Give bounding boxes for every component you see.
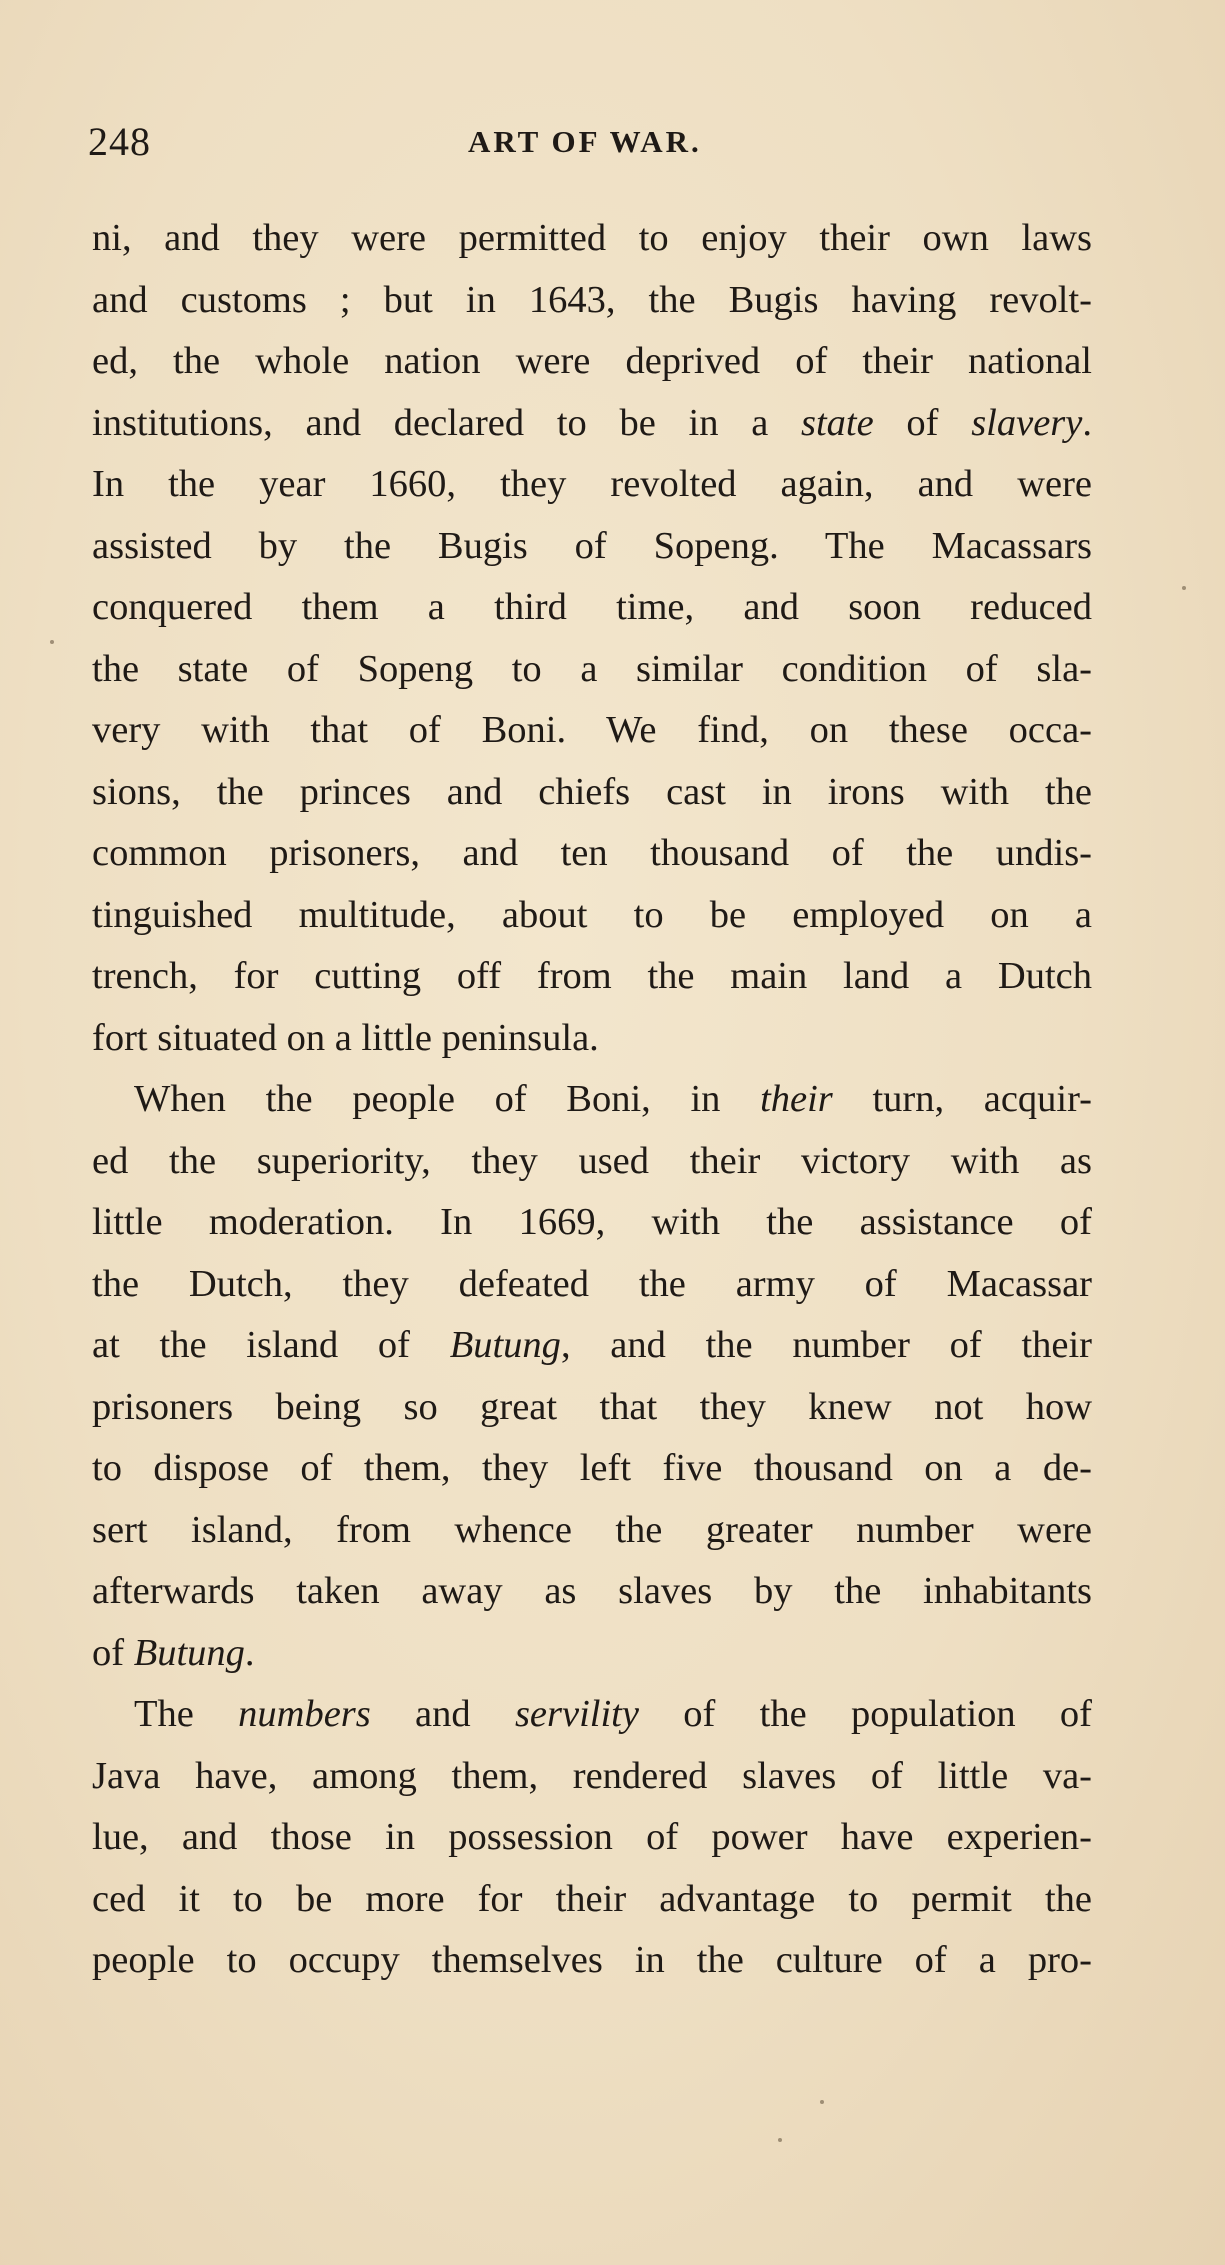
- text-line: [92, 1930, 1092, 1992]
- text-line: [92, 1746, 1092, 1808]
- text-run: sions, the princes and chiefs cast in irons with the: [92, 770, 1092, 813]
- text-run: common prisoners, and ten thousand of the undis-: [92, 832, 1092, 874]
- italic-text: Butung: [449, 1324, 561, 1366]
- text-run: When the people of Boni, in: [134, 1078, 761, 1120]
- text-run: The: [134, 1693, 239, 1735]
- text-run: and: [370, 1693, 515, 1735]
- text-line: [92, 1008, 1092, 1070]
- text-line: [92, 393, 1092, 455]
- paper-speck: [1182, 586, 1186, 590]
- text-line: [92, 1684, 1092, 1746]
- text-run: ced it to be more for their advantage to permit the: [92, 1877, 1092, 1920]
- paper-speck: [50, 640, 54, 644]
- text-line: [92, 1069, 1092, 1131]
- text-line: [92, 1254, 1092, 1316]
- text-run: sert island, from whence the greater number were: [92, 1508, 1092, 1551]
- body-text: [92, 208, 1092, 1992]
- italic-text: slavery: [971, 401, 1083, 444]
- text-run: the state of Sopeng to a similar condition of sla-: [92, 647, 1092, 690]
- text-line: [92, 208, 1092, 270]
- text-line: [92, 1869, 1092, 1931]
- text-run: institutions, and declared to be in a: [92, 401, 801, 444]
- text-run: prisoners being so great that they knew not how: [92, 1385, 1092, 1428]
- text-run: , and the number of their: [560, 1324, 1092, 1366]
- text-line: [92, 516, 1092, 578]
- text-run: .: [1082, 401, 1092, 444]
- text-line: [92, 1315, 1092, 1377]
- text-line: [92, 1500, 1092, 1562]
- paper-speck: [778, 2138, 782, 2142]
- text-line: [92, 1192, 1092, 1254]
- page-number: 248: [88, 119, 151, 164]
- running-head: [88, 118, 1100, 178]
- text-run: lue, and those in possession of power have experien-: [92, 1816, 1092, 1858]
- text-run: the Dutch, they defeated the army of Macassar: [92, 1262, 1092, 1305]
- text-run: ed the superiority, they used their victory with as: [92, 1139, 1092, 1182]
- text-run: fort situated on a little peninsula.: [92, 1016, 599, 1059]
- text-line: [92, 700, 1092, 762]
- text-run: very with that of Boni. We find, on these occa-: [92, 709, 1092, 751]
- text-line: [92, 1377, 1092, 1439]
- text-run: of the population of: [638, 1693, 1093, 1735]
- text-line: [92, 1438, 1092, 1500]
- text-run: turn, acquir-: [832, 1078, 1093, 1120]
- italic-text: servility: [514, 1693, 639, 1735]
- text-run: trench, for cutting off from the main land a Dutch: [92, 955, 1092, 997]
- text-line: [92, 885, 1092, 947]
- text-run: conquered them a third time, and soon reduced: [92, 586, 1092, 628]
- text-run: ni, and they were permitted to enjoy their own laws: [92, 217, 1092, 259]
- text-run: and customs ; but in 1643, the Bugis having revolt-: [92, 278, 1092, 321]
- text-run: little moderation. In 1669, with the assistance of: [92, 1201, 1092, 1243]
- text-run: of: [92, 1631, 134, 1674]
- text-line: [92, 577, 1092, 639]
- text-run: of: [873, 401, 972, 444]
- running-title: ART OF WAR.: [468, 124, 702, 159]
- text-run: ed, the whole nation were deprived of their national: [92, 340, 1092, 382]
- italic-text: their: [760, 1078, 833, 1120]
- text-line: [92, 331, 1092, 393]
- text-run: at the island of: [92, 1324, 450, 1366]
- text-line: [92, 639, 1092, 701]
- text-run: Java have, among them, rendered slaves of little va-: [92, 1754, 1092, 1797]
- italic-text: numbers: [238, 1693, 371, 1735]
- text-run: tinguished multitude, about to be employed on a: [92, 893, 1092, 936]
- text-run: In the year 1660, they revolted again, and were: [92, 463, 1092, 505]
- text-line: [92, 762, 1092, 824]
- text-line: [92, 1623, 1092, 1685]
- text-line: [92, 270, 1092, 332]
- text-run: .: [244, 1631, 255, 1674]
- text-run: people to occupy themselves in the culture of a pro-: [92, 1939, 1092, 1981]
- text-line: [92, 1561, 1092, 1623]
- text-line: [92, 454, 1092, 516]
- text-run: afterwards taken away as slaves by the inhabitants: [92, 1570, 1092, 1612]
- text-run: to dispose of them, they left five thousand on a de-: [92, 1447, 1092, 1489]
- text-line: [92, 823, 1092, 885]
- text-run: assisted by the Bugis of Sopeng. The Macassars: [92, 524, 1092, 567]
- text-line: [92, 1807, 1092, 1869]
- text-line: [92, 946, 1092, 1008]
- italic-text: state: [800, 401, 874, 444]
- text-line: [92, 1131, 1092, 1193]
- italic-text: Butung: [133, 1631, 245, 1674]
- paper-speck: [820, 2100, 824, 2104]
